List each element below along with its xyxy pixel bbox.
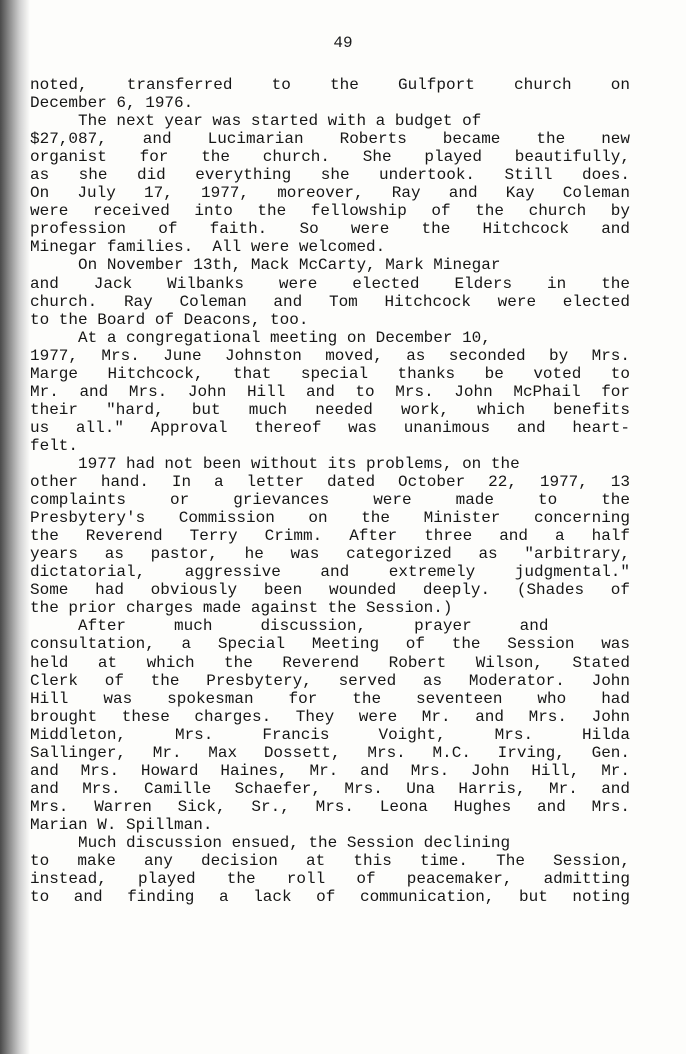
text-line: Marian W. Spillman. bbox=[30, 815, 213, 834]
text-line: noted, transferred to the Gulfport church on bbox=[30, 76, 630, 94]
text-line: 1977, Mrs. June Johnston moved, as seconded by Mrs. bbox=[30, 346, 630, 365]
text-line: years as pastor, he was categorized as "arbitrary, bbox=[30, 545, 630, 564]
text-line: dictatorial, aggressive and extremely judgmental." bbox=[30, 563, 630, 582]
text-line: and Mrs. Howard Haines, Mr. and Mrs. John Hill, Mr. bbox=[30, 761, 630, 780]
text-line: At a congregational meeting on December 10, bbox=[30, 328, 491, 347]
text-line: organist for the church. She played beautifully, bbox=[30, 148, 630, 167]
text-line: After much discussion, prayer and bbox=[30, 617, 549, 636]
text-line: us all." Approval thereof was unanimous and heart- bbox=[30, 418, 630, 437]
text-line: 1977 had not been without its problems, on the bbox=[30, 454, 520, 473]
text-line: December 6, 1976. bbox=[30, 94, 194, 113]
text-line: consultation, a Special Meeting of the Session was bbox=[30, 635, 630, 654]
text-line: Mr. and Mrs. John Hill and to Mrs. John McPhail for bbox=[30, 382, 630, 401]
text-line: On November 13th, Mack McCarty, Mark Minegar bbox=[30, 256, 501, 275]
text-line: Minegar families. All were welcomed. bbox=[30, 238, 386, 257]
text-line: brought these charges. They were Mr. and Mrs. John bbox=[30, 707, 630, 726]
page-number: 49 bbox=[333, 34, 353, 52]
text-line: Much discussion ensued, the Session declining bbox=[30, 833, 511, 852]
text-line: and Jack Wilbanks were elected Elders in the bbox=[30, 274, 630, 293]
text-line: Presbytery's Commission on the Minister concerning bbox=[30, 509, 630, 528]
text-line: and Mrs. Camille Schaefer, Mrs. Una Harris, Mr. and bbox=[30, 779, 630, 798]
text-line: Marge Hitchcock, that special thanks be voted to bbox=[30, 364, 630, 383]
text-line: their "hard, but much needed work, which benefits bbox=[30, 400, 630, 419]
text-line: felt. bbox=[30, 436, 79, 455]
text-line: Clerk of the Presbytery, served as Moderator. John bbox=[30, 671, 630, 690]
text-line: instead, played the roll of peacemaker, admitting bbox=[30, 870, 630, 889]
text-line: church. Ray Coleman and Tom Hitchcock were elected bbox=[30, 292, 630, 311]
text-line: On July 17, 1977, moreover, Ray and Kay Coleman bbox=[30, 184, 630, 203]
text-line: Mrs. Warren Sick, Sr., Mrs. Leona Hughes and Mrs. bbox=[30, 797, 630, 816]
page-binding-shadow bbox=[0, 0, 30, 1054]
text-line: the prior charges made against the Session.) bbox=[30, 599, 453, 618]
text-line: held at which the Reverend Robert Wilson, Stated bbox=[30, 653, 630, 672]
text-line: to the Board of Deacons, too. bbox=[30, 310, 309, 329]
text-line: complaints or grievances were made to the bbox=[30, 491, 630, 510]
text-line: Some had obviously been wounded deeply. (Shades of bbox=[30, 581, 630, 600]
text-line: the Reverend Terry Crimm. After three and a half bbox=[30, 527, 630, 546]
text-line: Sallinger, Mr. Max Dossett, Mrs. M.C. Irving, Gen. bbox=[30, 743, 630, 762]
text-line: Hill was spokesman for the seventeen who had bbox=[30, 689, 630, 708]
text-line: profession of faith. So were the Hitchcock and bbox=[30, 220, 630, 239]
text-line: Middleton, Mrs. Francis Voight, Mrs. Hilda bbox=[30, 725, 630, 744]
text-line: $27,087, and Lucimarian Roberts became the new bbox=[30, 130, 630, 149]
text-line: as she did everything she undertook. Still does. bbox=[30, 166, 630, 185]
text-line: to and finding a lack of communication, but noting bbox=[30, 888, 630, 907]
text-line: to make any decision at this time. The Session, bbox=[30, 852, 630, 871]
body-text bbox=[30, 76, 630, 906]
text-line: were received into the fellowship of the church by bbox=[30, 202, 630, 221]
text-line: other hand. In a letter dated October 22, 1977, 13 bbox=[30, 473, 630, 492]
text-line: The next year was started with a budget of bbox=[30, 112, 482, 131]
